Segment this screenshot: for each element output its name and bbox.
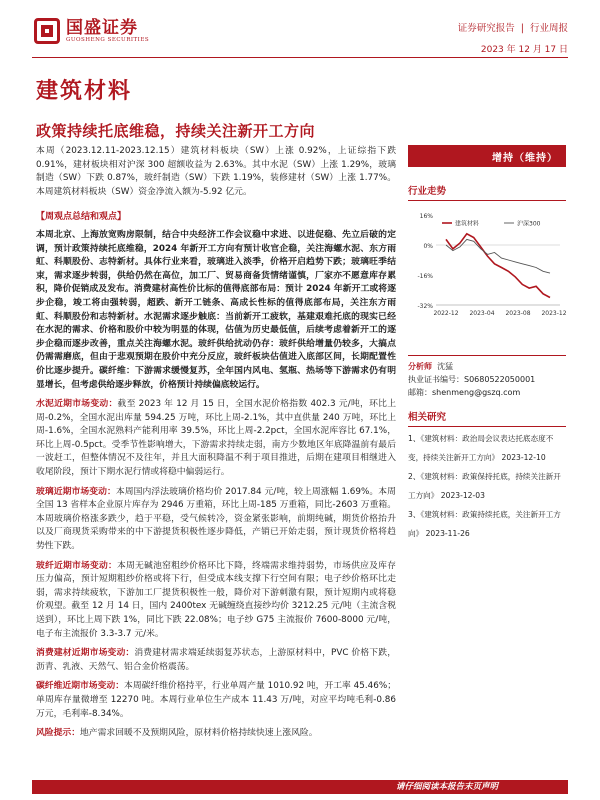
series-line-csi300: [446, 239, 550, 273]
header-divider: [32, 57, 568, 58]
section-text: 本周无碱池窑粗纱价格环比下降，终端需求维持弱势，市场供应及库存压力偏高，预计短期粗纱价格或将下行，但受成本线支撑下行空间有限；电子纱价格环比走弱，需求持续疲软，下游加工厂提货积极性一般，降价对下游刺激有限，预计短期内或将稳价观望。截至 12 月 14 日，国内 2400tex 无碱缠绕直接纱均价 3212.25 元/吨（主流含税送到），环比上周下跌 1%，同比下跌 22.08%；电子纱 G75 主流报价 7600-8000 元/吨，电子布主流报价 3.3-3.7 元/米。: [36, 560, 396, 639]
analyst-label: 分析师: [408, 362, 432, 371]
y-tick-label: 0%: [423, 243, 433, 250]
section-text: 截至 2023 年 12 月 15 日，全国水泥价格指数 402.3 元/吨，环比上周-0.2%，全国水泥出库量 594.25 万吨，环比上周-2.1%，其中直供量 240 万吨，环比上周-1.6%，全国水泥熟料产能利用率 39.5%，环比上周-2.2pct，全国水泥库容比 67.1%，环比上周-0.5pct。受季节性影响增大，下游需求持续走弱，南方少数地区年底降温前有最后一波赶工，但整体情况不及往年，并且大面积降温不利于项目推进，后期在建项目相继进入收尾阶段，预计下期水泥行情或将稳中偏弱运行。: [36, 399, 396, 478]
weekly-summary: 本周（2023.12.11-2023.12.15）建筑材料板块（SW）上涨 0.92%，上证综指下跌 0.91%，建材板块相对沪深 300 超额收益为 2.63%。其中水泥（SW）上涨 1.29%，玻璃制造（SW）下跌 0.87%，玻纤制造（SW）下跌 1.19%，装修建材（SW）上涨 1.77%。本周建筑材料板块（SW）资金净流入额为-5.92 亿元。: [36, 146, 396, 197]
trend-chart: [408, 207, 566, 331]
related-list: [408, 429, 566, 543]
y-tick-label: -32%: [417, 303, 433, 310]
x-tick-label: 2023-04: [469, 310, 495, 317]
section-title: 玻璃近期市场变动：: [36, 486, 116, 497]
report-date: 2023 年 12 月 17 日: [480, 45, 568, 55]
brand-logo: [34, 18, 149, 44]
legend-label: 建筑材料: [455, 220, 480, 228]
related-item[interactable]: 2、《建筑材料：政策保持托底，持续关注新开工方向》 2023-12-03: [408, 472, 561, 500]
cert-number: S0680522050001: [464, 375, 536, 384]
trend-title: 行业走势: [408, 183, 566, 201]
section-title: 碳纤维近期市场变动：: [36, 681, 125, 692]
y-tick-label: -16%: [417, 273, 433, 280]
section-text: 本周国内浮法玻璃价格均价 2017.84 元/吨，较上周涨幅 1.69%。本周全国 13 省样本企业原片库存为 2946 万重箱，环比上周-185 万重箱，同比-2603 万重箱。本周玻璃价格涨多跌少，趋于平稳，受气候转冷，资金紧张影响，前期纯碱，期货价格抬升以及厂商现货采购带来的中下游提货积极性逐步降低，产销已开始走弱，预计现货价格将趋势性下跌。: [36, 486, 396, 552]
industry-title: 建筑材料: [36, 79, 133, 104]
analyst-info: [408, 360, 566, 399]
key-view-text: 本周北京、上海放宽购房限制，结合中央经济工作会议稳中求进、以进促稳、先立后破的定调，预计政策持续托底维稳，2024 年新开工方向有预计收官企稳，关注海螺水泥、东方雨虹、科顺股份、志特新材。具体行业来看，玻璃进入淡季，价格开启趋势下跌；玻璃旺季结束，需求逐步转弱，供给仍然在高位，加工厂、贸易商备货情绪谨慎，厂家亦不愿意库存累积，降价促销成及发布。消费建材高性价比标的值得底部布局：预计 2024 年新开工或将逐步企稳，竣工将由强转弱，超跌、新开工链条、高成长性标的值得底部布局，关注东方雨虹、科顺股份和志特新材。水泥需求逐步触底：当前新开工疲软，基建艰难托底的现实已经在水泥的需求、价格和股价中较为明显的体现，估值为历史最低值，后续考虑着新开工的逐步企稳而逐步改善，重点关注海螺水泥。玻纤供给扰动仍存：玻纤供给增量仍较多，大搞点仍需需磨底，但由于悲观预期在股价中充分反应，玻纤板块估值进入底部区间，长期配置性价比逐步提升。碳纤维：下游需求缓慢复苏，全年国内风电、氢瓶、热场等下游需求仍有明显增长，但考虑供给逐步释放，价格预计持续偏底较运行。: [36, 229, 396, 390]
brand-name-en: GUOSHENG SECURITIES: [66, 37, 150, 43]
section-glass: [36, 486, 396, 554]
analyst-title: [408, 341, 566, 356]
series-line-building-materials: [446, 234, 550, 298]
related-item[interactable]: 3、《建筑材料：政策持续托底，关注新开工方向》 2023-11-26: [408, 510, 561, 538]
report-type: [458, 20, 568, 34]
main-content: [36, 145, 396, 747]
section-consumer-materials: [36, 647, 396, 674]
x-tick-label: 2023-08: [505, 310, 531, 317]
page-footer: 请仔细阅读本报告末页声明: [32, 780, 568, 794]
y-tick-label: 16%: [419, 213, 433, 220]
section-title: 消费建材近期市场变动：: [36, 648, 135, 659]
sidebar: [408, 145, 566, 543]
key-view-label: 【周观点总结和观点】: [36, 212, 127, 223]
brand-name-cn: 国盛证券: [66, 18, 138, 38]
x-tick-label: 2023-12: [541, 310, 566, 317]
brand-logo-icon: [34, 18, 60, 44]
analyst-email[interactable]: shenmeng@gszq.com: [432, 388, 521, 397]
section-text: 本周碳纤维价格持平，行业单周产量 1010.92 吨，开工率 45.46%；单周库存量微增至 12270 吨。本周行业单位生产成本 11.43 万/吨，对应平均吨毛利-0.86 万元，毛利率-8.34%。: [36, 681, 396, 719]
section-title: 水泥近期市场变动：: [36, 399, 118, 410]
x-tick-label: 2022-12: [433, 310, 459, 317]
section-text: 消费建材需求端延续弱复苏状态，上游原材料中，PVC 价格下跌，沥青、乳液、天然气、铝合金价格震荡。: [36, 648, 396, 672]
header-separator: |: [520, 23, 524, 34]
section-risk: [36, 727, 396, 741]
related-item[interactable]: 1、《建筑材料：政治局会议表达托底态度不变，持续关注新开工方向》 2023-12-10: [408, 434, 554, 462]
report-headline: 政策持续托底维稳，持续关注新开工方向: [36, 122, 316, 140]
report-kind-label: 行业周报: [529, 23, 568, 34]
section-fiberglass: [36, 560, 396, 642]
section-title: 玻纤近期市场变动：: [36, 560, 118, 571]
trend-chart-svg: [408, 207, 566, 327]
cert-label: 执业证书编号：: [408, 375, 464, 384]
legend-label: 沪深300: [517, 220, 541, 228]
related-title: 相关研究: [408, 409, 566, 427]
email-label: 邮箱：: [408, 388, 432, 397]
section-title: 风险提示：: [36, 728, 80, 739]
section-carbon-fiber: [36, 680, 396, 721]
report-type-label: 证券研究报告: [457, 23, 515, 34]
page-header: [0, 0, 600, 60]
analyst-name: 沈猛: [437, 362, 454, 371]
rating-badge: 增持（维持）: [408, 145, 566, 167]
section-cement: [36, 398, 396, 480]
section-text: 地产需求回暖不及预期风险，原材料价格持续快速上涨风险。: [80, 728, 318, 739]
